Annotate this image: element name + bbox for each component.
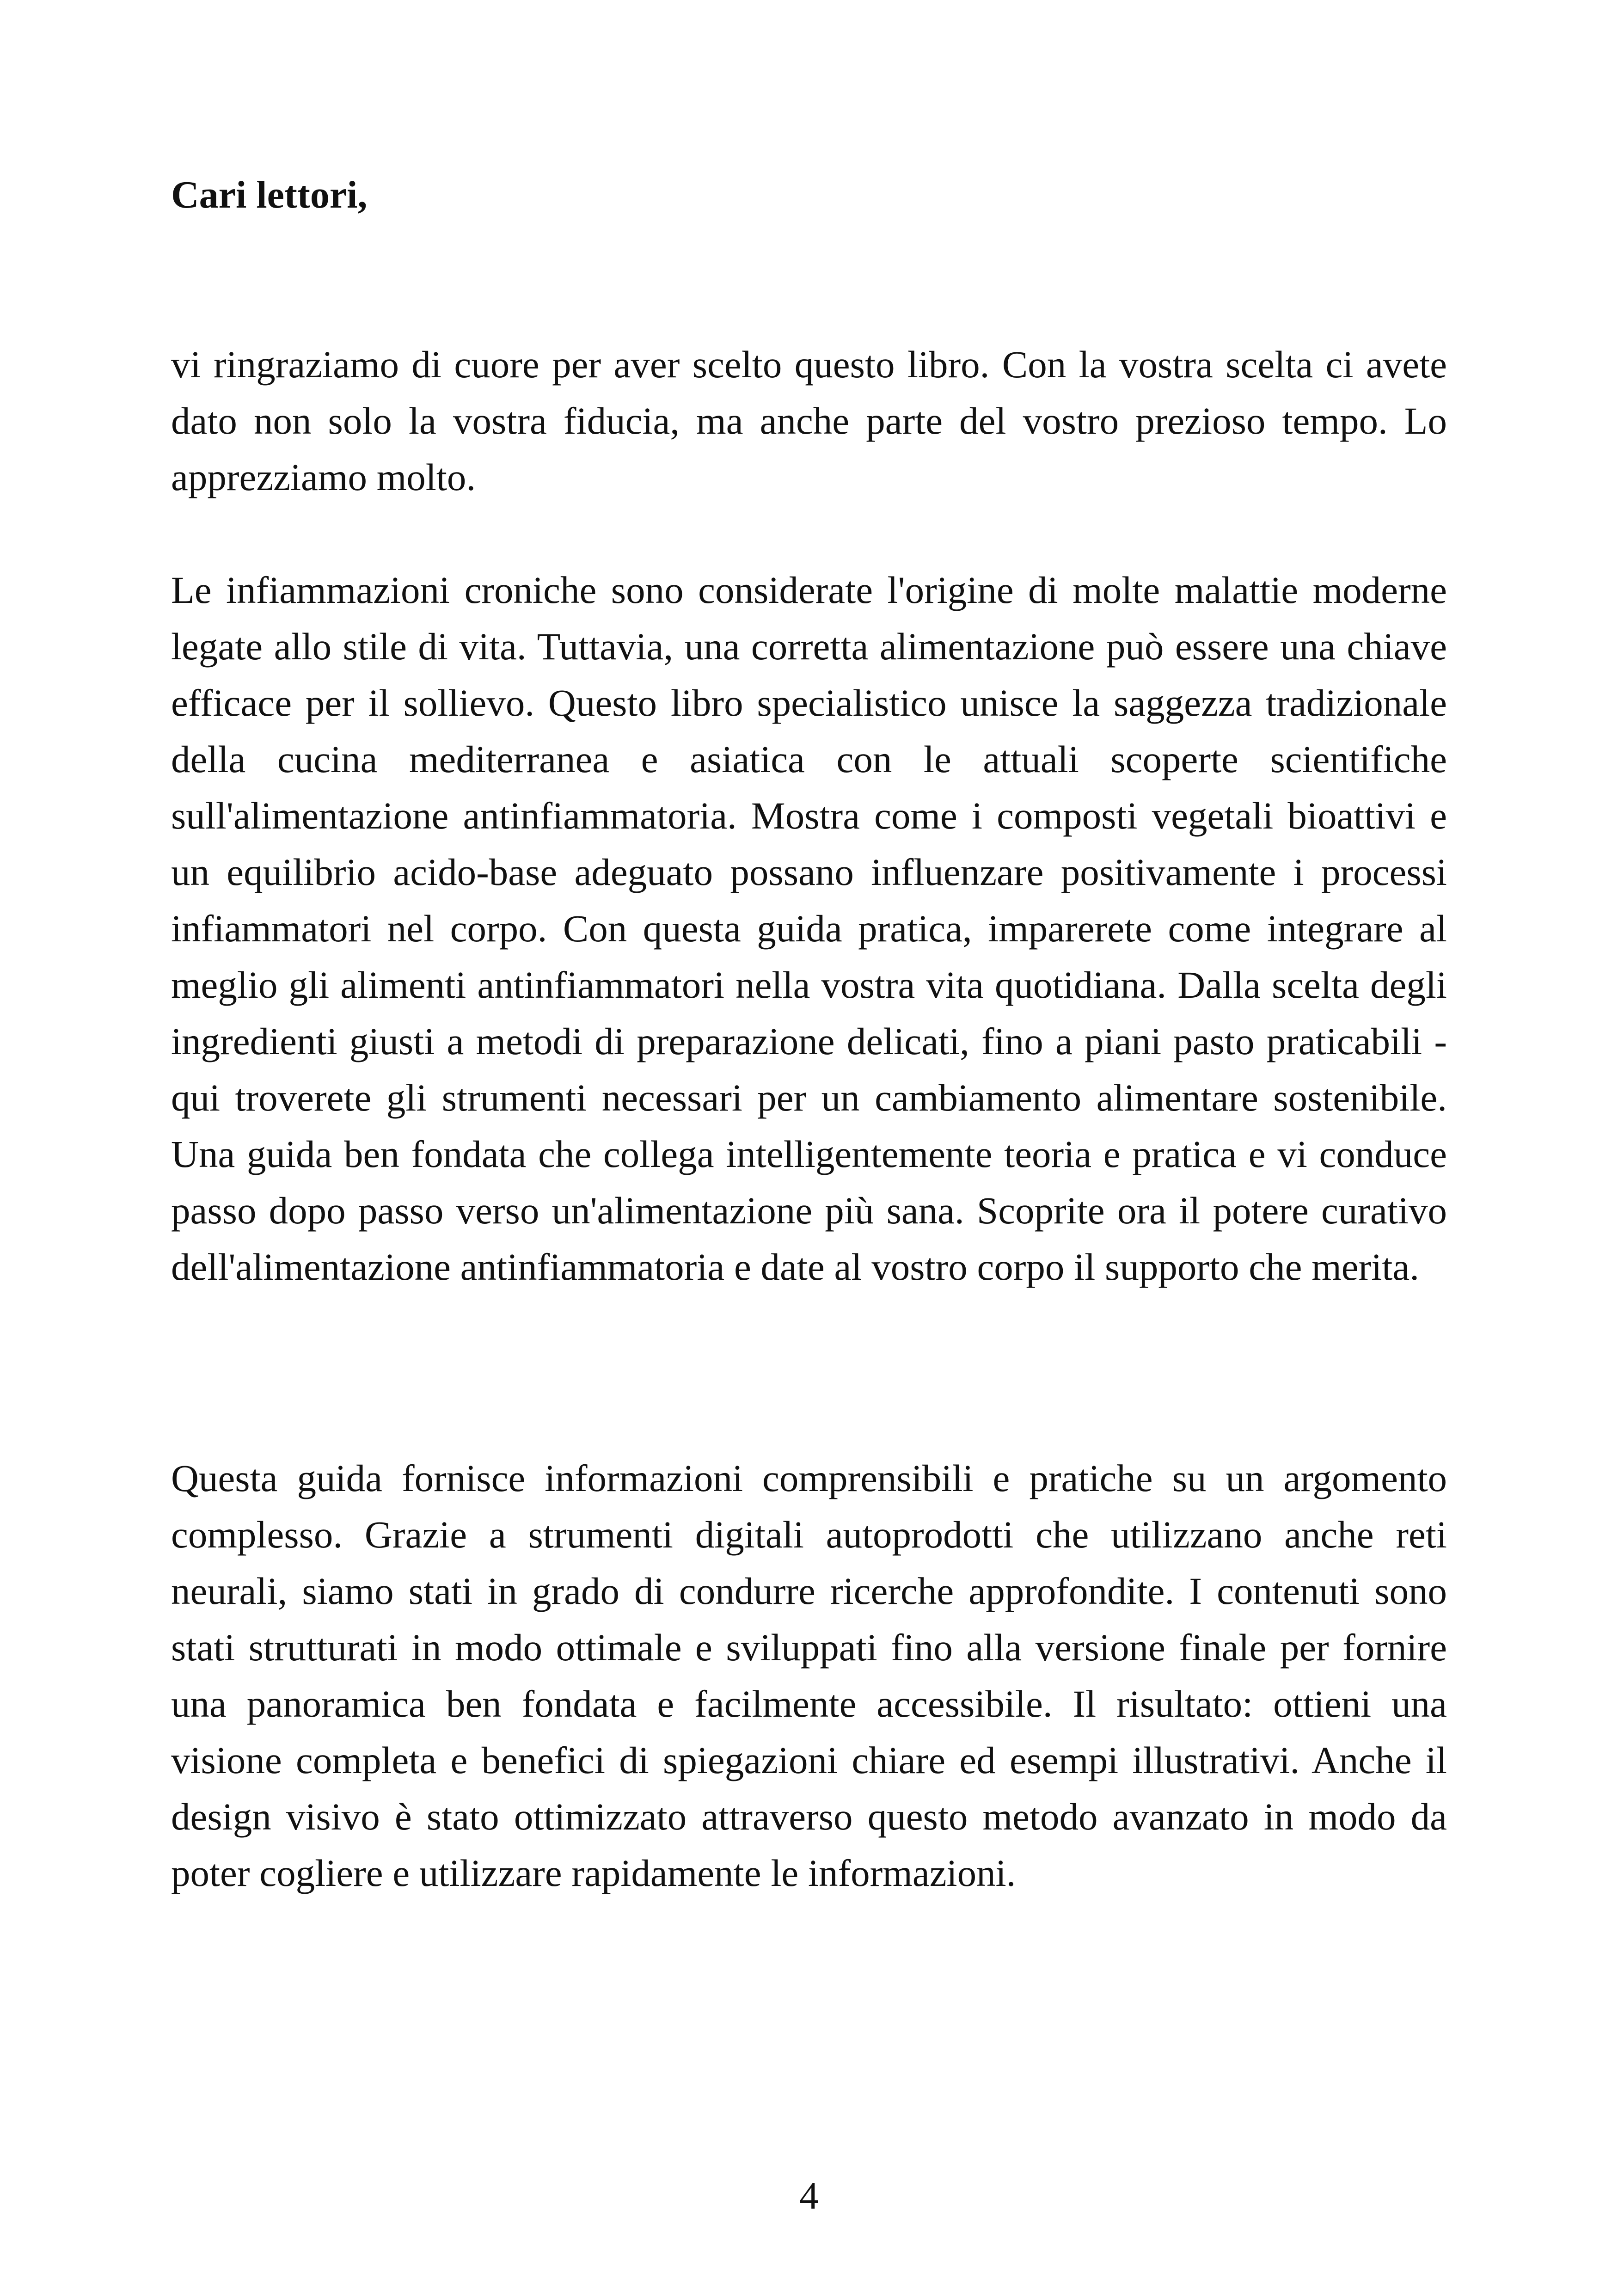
paragraph-guide-method: Questa guida fornisce informazioni comprensibili e pratiche su un argomento complesso. Grazie a strumenti digitali autoprodotti che utilizzano anche reti neurali, siamo stati in grado di condurre ricerche approfondite. I contenuti sono stati strutturati in modo ottimale e sviluppati fino alla versione finale per fornire una panoramica ben fondata e facilmente accessibile. Il risultato: ottieni una visione completa e benefici di spiegazioni chiare ed esempi illustrativi. Anche il design visivo è stato ottimizzato attraverso questo metodo avanzato in modo da poter cogliere e utilizzare rapidamente le informazioni. xyxy=(171,1457,1447,1894)
greeting-heading: Cari lettori, xyxy=(171,173,368,216)
paragraph-thanks: vi ringraziamo di cuore per aver scelto questo libro. Con la vostra scelta ci avete dato non solo la vostra fiducia, ma anche parte del vostro prezioso tempo. Lo apprezziamo molto. xyxy=(171,343,1447,498)
paragraph-book-description: Le infiammazioni croniche sono considerate l'origine di molte malattie moderne legate allo stile di vita. Tuttavia, una corretta alimentazione può essere una chiave efficace per il sollievo. Questo libro specialistico unisce la saggezza tradizionale della cucina mediterranea e asiatica con le attuali scoperte scientifiche sull'alimentazione antinfiammatoria. Mostra come i composti vegetali bioattivi e un equilibrio acido-base adeguato possano influenzare positivamente i processi infiammatori nel corpo. Con questa guida pratica, imparerete come integrare al meglio gli alimenti antinfiammatori nella vostra vita quotidiana. Dalla scelta degli ingredienti giusti a metodi di preparazione delicati, fino a piani pasto praticabili - qui troverete gli strumenti necessari per un cambiamento alimentare sostenibile. Una guida ben fondata che collega intelligentemente teoria e pratica e vi conduce passo dopo passo verso un'alimentazione più sana. Scoprite ora il potere curativo dell'alimentazione antinfiammatoria e date al vostro corpo il supporto che merita. xyxy=(171,569,1447,1288)
page-number: 4 xyxy=(799,2174,819,2217)
